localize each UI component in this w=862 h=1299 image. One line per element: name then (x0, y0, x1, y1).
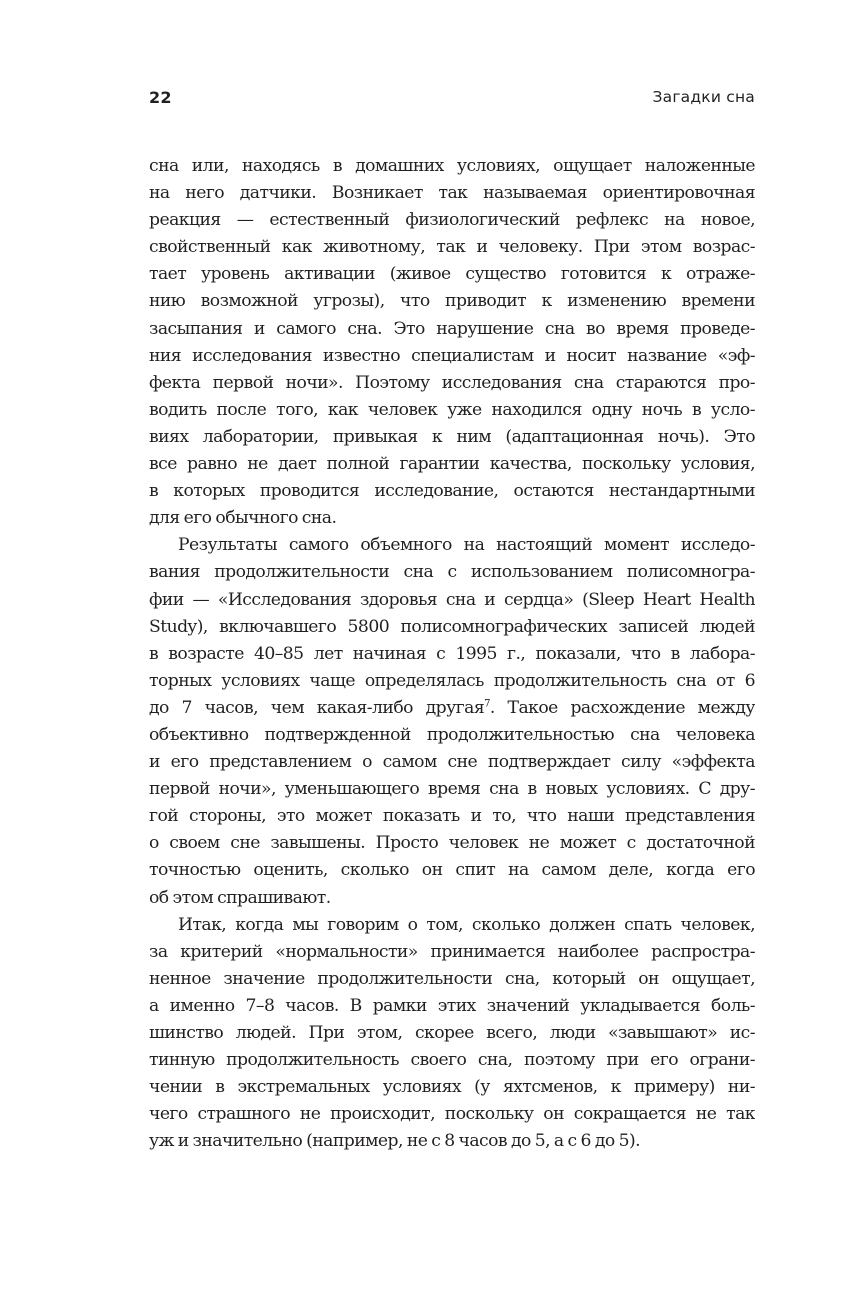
text-line: в возрасте 40–85 лет начиная с 1995 г., показали, что в лабора- (149, 643, 755, 664)
text-line: Study), включавшего 5800 полисомнографических записей людей (149, 616, 755, 637)
text-line: нию возможной угрозы), что приводит к изменению времени (149, 291, 755, 312)
text-line: ненное значение продолжительности сна, который он ощущает, (149, 968, 755, 989)
text-run: . Такое расхождение между (489, 697, 755, 718)
text-line: на него датчики. Возникает так называемая ориентировочная (149, 183, 755, 204)
text-line: тинную продолжительность своего сна, поэтому при его ограни- (149, 1050, 755, 1071)
text-line: водить после того, как человек уже находился одну ночь в усло- (149, 399, 755, 420)
text-line: Итак, когда мы говорим о том, сколько должен спать человек, (178, 914, 755, 935)
text-line: все равно не дает полной гарантии качества, поскольку условия, (149, 454, 755, 475)
text-line: шинство людей. При этом, скорее всего, люди «завышают» ис- (149, 1023, 755, 1043)
footnote-reference: 7 (484, 698, 490, 710)
body-text (149, 153, 755, 1155)
text-line: фекта первой ночи». Поэтому исследования сна стараются про- (149, 372, 755, 393)
text-line: торных условиях чаще определялась продолжительность сна от 6 (149, 670, 755, 691)
text-line: тает уровень активации (живое существо готовится к отраже- (149, 264, 755, 285)
text-line: ния исследования известно специалистам и носит название «эф- (149, 345, 755, 366)
text-line: гой стороны, это может показать и то, что наши представления (149, 806, 755, 827)
text-line: чего страшного не происходит, поскольку он сокращается не так (149, 1104, 755, 1125)
page-number: 22 (149, 88, 172, 107)
text-line: а именно 7–8 часов. В рамки этих значений укладывается боль- (149, 995, 755, 1016)
text-line: в которых проводится исследование, остаются нестандартными (149, 481, 755, 502)
text-line: и его представлением о самом сне подтверждает силу «эффекта (149, 752, 755, 773)
text-line: виях лаборатории, привыкая к ним (адаптационная ночь). Это (149, 426, 755, 447)
text-line: уж и значительно (например, не с 8 часов до 5, а с 6 до 5). (149, 1131, 641, 1152)
text-line: сна или, находясь в домашних условиях, ощущает наложенные (149, 156, 755, 176)
text-line: вания продолжительности сна с использованием полисомногра- (149, 562, 755, 583)
text-line-with-footnote (149, 695, 755, 722)
text-line: объективно подтвержденной продолжительностью сна человека (149, 724, 755, 745)
paragraph (149, 912, 755, 1156)
text-line: Результаты самого объемного на настоящий момент исследо- (178, 535, 755, 556)
text-line: засыпания и самого сна. Это нарушение сна во время проведе- (149, 318, 755, 339)
text-line: об этом спрашивают. (149, 887, 331, 908)
text-line: о своем сне завышены. Просто человек не может с достаточной (149, 833, 755, 854)
text-line: фии — «Исследования здоровья сна и сердца» (Sleep Heart Health (149, 589, 755, 610)
text-line: чении в экстремальных условиях (у яхтсменов, к примеру) ни- (149, 1077, 755, 1098)
running-head (149, 88, 755, 112)
paragraph (149, 153, 755, 532)
text-line: первой ночи», уменьшающего время сна в новых условиях. С дру- (149, 779, 755, 800)
running-title: Загадки сна (652, 88, 755, 106)
text-line: для его обычного сна. (149, 508, 337, 529)
text-line: точностью оценить, сколько он спит на самом деле, когда его (149, 860, 755, 881)
text-line: реакция — естественный физиологический рефлекс на новое, (149, 210, 755, 231)
text-run: до 7 часов, чем какая-либо другая (149, 697, 485, 718)
text-line: свойственный как животному, так и человеку. При этом возрас- (149, 237, 755, 258)
paragraph (149, 532, 755, 911)
text-line: за критерий «нормальности» принимается наиболее распростра- (149, 941, 755, 962)
